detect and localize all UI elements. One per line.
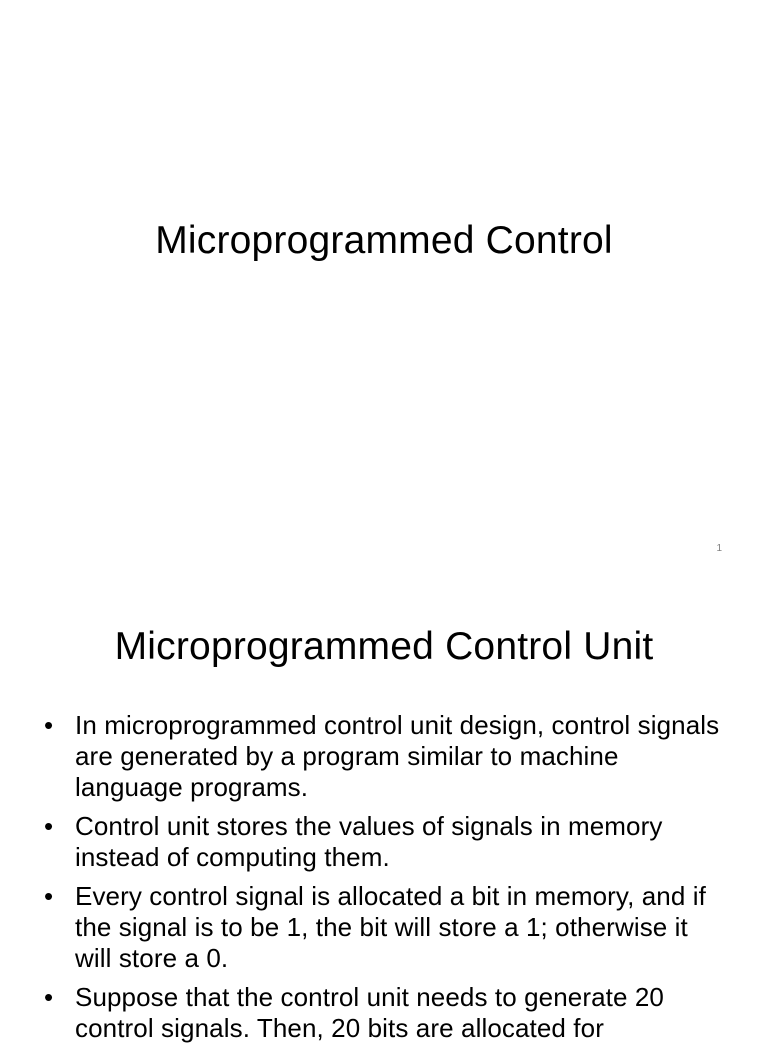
bullet-item bbox=[44, 982, 720, 1044]
bullet-text: Suppose that the control unit needs to generate 20 control signals. Then, 20 bits are allocated for bbox=[75, 982, 664, 1043]
bullet-icon: • bbox=[44, 982, 54, 1012]
bullet-text: Every control signal is allocated a bit in memory, and if the signal is to be 1, the bit will store a 1; otherwise it will store a 0. bbox=[75, 881, 706, 973]
bullet-icon: • bbox=[44, 811, 54, 841]
bullet-text: Control unit stores the values of signals in memory instead of computing them. bbox=[75, 811, 663, 872]
bullet-item bbox=[44, 881, 720, 974]
slide-number: 1 bbox=[716, 543, 722, 554]
bullet-list bbox=[44, 710, 720, 1052]
bullet-item bbox=[44, 811, 720, 873]
bullet-text: In microprogrammed control unit design, control signals are generated by a program similar to machine language programs. bbox=[75, 710, 720, 802]
slide-title: Microprogrammed Control Unit bbox=[114, 625, 654, 668]
bullet-item bbox=[44, 710, 720, 803]
bullet-icon: • bbox=[44, 881, 54, 911]
bullet-icon: • bbox=[44, 710, 54, 740]
slide-2 bbox=[0, 576, 768, 1043]
slide-title: Microprogrammed Control bbox=[155, 219, 613, 262]
